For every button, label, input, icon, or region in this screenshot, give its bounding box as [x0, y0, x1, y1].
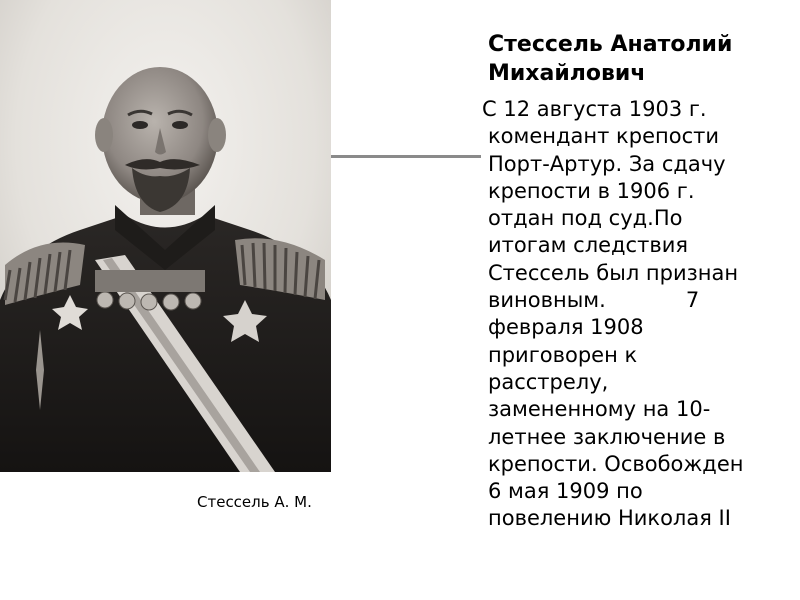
text-line: виновным. 7	[488, 288, 700, 313]
divider-line	[331, 155, 481, 158]
text-line: итогам следствия	[488, 233, 688, 258]
text-line: отдан под суд.По	[488, 206, 683, 231]
text-line: крепости в 1906 г.	[488, 178, 695, 203]
text-line: расстрелу,	[488, 369, 609, 394]
slide-title	[488, 30, 788, 88]
text-line: крепости. Освобожден	[488, 451, 744, 476]
text-line: Стессель был признан	[488, 260, 739, 285]
text-line: Порт-Артур. За сдачу	[488, 151, 726, 176]
text-line: 6 мая 1909 по	[488, 479, 643, 504]
text-line: февраля 1908	[488, 315, 644, 340]
title-line: Стессель Анатолий	[488, 32, 733, 57]
biography-text	[482, 96, 788, 533]
portrait-photo	[0, 0, 331, 472]
title-line: Михайлович	[488, 61, 646, 86]
text-line: летнее заключение в	[488, 424, 726, 449]
text-line: повелению Николая II	[488, 506, 731, 531]
portrait-caption: Стессель А. М.	[197, 493, 312, 511]
text-line: комендант крепости	[488, 124, 719, 149]
text-line: замененному на 10-	[488, 397, 711, 422]
text-line: С 12 августа 1903 г.	[482, 97, 707, 121]
text-line: приговорен к	[488, 342, 638, 367]
